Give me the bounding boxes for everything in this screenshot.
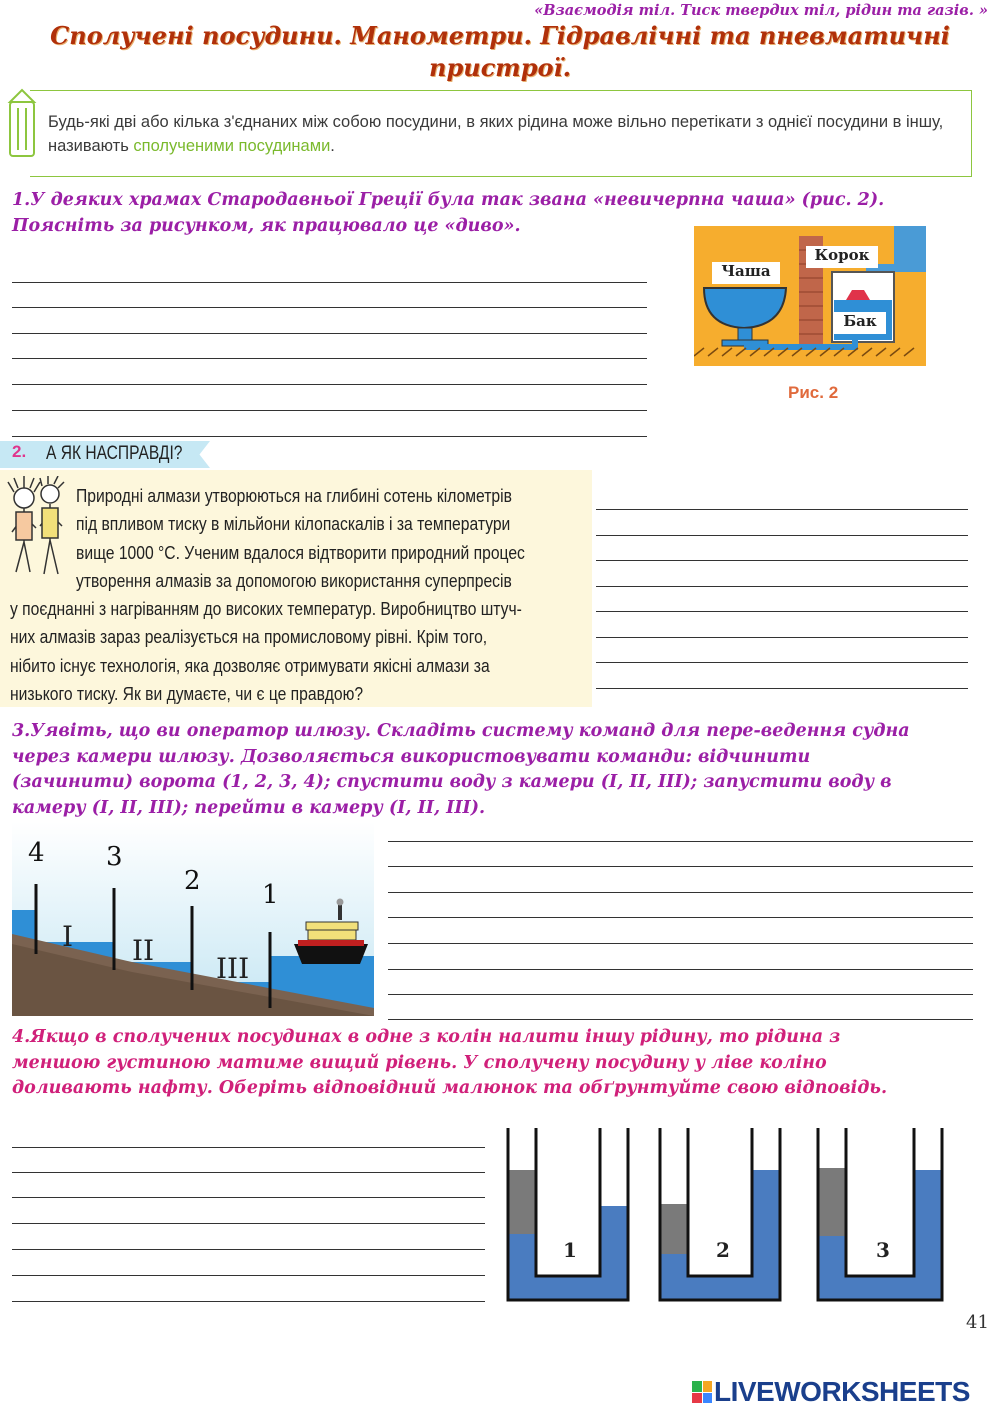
logo-mark: [692, 1381, 712, 1403]
answer-line[interactable]: [388, 1019, 973, 1020]
answer-line[interactable]: [12, 1147, 485, 1148]
definition-text-main: Будь-які дві або кілька з'єднаних між собою посудини, в яких рідина може вільно перетікати з однієї посудини в іншу, називають: [48, 113, 944, 155]
answer-line[interactable]: [388, 969, 973, 970]
answer-line[interactable]: [12, 282, 647, 283]
answer-line[interactable]: [12, 384, 647, 385]
u-tube-label-2: 2: [716, 1238, 730, 1262]
answer-line[interactable]: [388, 943, 973, 944]
task4-question: [12, 1025, 992, 1102]
answer-line[interactable]: [12, 333, 647, 334]
answer-line[interactable]: [596, 662, 968, 663]
page-title: [0, 20, 1000, 84]
task3-line: 3.Уявіть, що ви оператор шлюзу. Складіть систему команд для пере-ведення судна: [12, 721, 910, 741]
brand-name[interactable]: LIVEWORKSHEETS: [714, 1376, 970, 1407]
answer-line[interactable]: [12, 1197, 485, 1198]
answer-line[interactable]: [388, 917, 973, 918]
task2-text-line: низького тиску. Як ви думаєте, чи є це правдою?: [10, 684, 364, 705]
gate-label-3: 3: [106, 842, 123, 872]
definition-highlight: сполученими посудинами: [133, 137, 331, 155]
definition-text-end: .: [330, 137, 335, 155]
task3-line: через камери шлюзу. Дозволяється використовувати команди: відчинити: [12, 746, 811, 767]
chamber-label-1: I: [62, 920, 74, 953]
task3-line: (зачинити) ворота (1, 2, 3, 4); спустити воду з камери (І, ІІ, ІІІ); запустити воду в: [12, 772, 892, 792]
topic-header: «Взаємодія тіл. Тиск твердих тіл, рідин та газів. »: [534, 2, 988, 19]
answer-line[interactable]: [596, 637, 968, 638]
answer-line[interactable]: [388, 866, 973, 867]
task1-line1: 1.У деяких храмах Стародавньої Греції була так звана «невичерпна чаша» (рис. 2).: [12, 190, 885, 210]
canal-lock-figure: [12, 822, 374, 1016]
u-tube-3[interactable]: [818, 1128, 942, 1300]
answer-line[interactable]: [12, 307, 647, 308]
logo-letter: [703, 1393, 713, 1404]
page-title-line2: пристрої.: [429, 53, 571, 82]
page-title-line1: Сполучені посудини. Манометри. Гідравлічні та пневматичні: [50, 21, 950, 50]
answer-line[interactable]: [596, 560, 968, 561]
answer-line[interactable]: [12, 1275, 485, 1276]
gate-label-2: 2: [184, 866, 201, 896]
answer-line[interactable]: [596, 586, 968, 587]
u-tube-2[interactable]: [660, 1128, 780, 1300]
logo-letter: [692, 1393, 702, 1404]
answer-line[interactable]: [12, 1223, 485, 1224]
answer-line[interactable]: [388, 841, 973, 842]
task2-text-line: утворення алмазів за допомогою використання суперпресів: [76, 570, 512, 591]
answer-line[interactable]: [12, 410, 647, 411]
task3-line: камеру (І, ІІ, ІІІ); перейти в камеру (І, ІІ, ІІІ).: [12, 797, 486, 818]
u-tube-1[interactable]: [508, 1128, 628, 1300]
u-tube-label-1: 1: [563, 1238, 577, 1262]
logo-letter: [703, 1381, 713, 1392]
task4-line: меншою густиною матиме вищий рівень. У сполучену посудину у ліве коліно: [12, 1052, 827, 1073]
answer-line[interactable]: [12, 436, 647, 437]
answer-line[interactable]: [596, 509, 968, 510]
gate-label-1: 1: [262, 880, 279, 910]
u-tubes-figure: [500, 1124, 950, 1306]
liveworksheets-logo: [692, 1376, 970, 1408]
u-tube-label-3: 3: [876, 1238, 890, 1262]
page-number: 41: [966, 1312, 989, 1333]
task2-text-line: вище 1000 °С. Ученим вдалося відтворити природний процес: [76, 542, 525, 563]
answer-line[interactable]: [596, 688, 968, 689]
fig2-label-tank: Бак: [843, 312, 877, 330]
task4-line: доливають нафту. Оберіть відповідний малюнок та обґрунтуйте свою відповідь.: [12, 1078, 888, 1098]
task2-text-line: них алмазів зараз реалізується на промисловому рівні. Крім того,: [10, 627, 488, 648]
logo-letter: [692, 1381, 702, 1392]
task2-number: 2.: [12, 442, 27, 461]
gate-label-4: 4: [28, 838, 45, 868]
answer-line[interactable]: [12, 1172, 485, 1173]
task1-line2: Поясніть за рисунком, як працювало це «диво».: [12, 215, 521, 236]
fig2-label-plug: Корок: [814, 246, 870, 264]
task2-banner-text: А ЯК НАСПРАВДІ?: [46, 443, 183, 464]
fig2-label-bowl: Чаша: [721, 262, 771, 280]
chamber-label-2: II: [132, 934, 155, 967]
figure-caption: Рис. 2: [788, 383, 839, 402]
answer-line[interactable]: [596, 535, 968, 536]
pencil-icon: [4, 88, 40, 160]
answer-line[interactable]: [12, 358, 647, 359]
answer-line[interactable]: [12, 1301, 485, 1302]
task2-text: [0, 482, 592, 708]
task2-text-line: під впливом тиску в мільйони кілопаскалів і за температури: [76, 514, 511, 535]
answer-line[interactable]: [388, 892, 973, 893]
task3-question: [12, 719, 992, 821]
task4-line: 4.Якщо в сполучених посудинах в одне з колін налити іншу рідину, то рідина з: [12, 1027, 841, 1047]
answer-line[interactable]: [12, 1249, 485, 1250]
task2-text-line: Природні алмази утворюються на глибині сотень кілометрів: [76, 486, 512, 506]
chamber-label-3: III: [216, 952, 250, 985]
task2-text-line: у поєднанні з нагріванням до високих температур. Виробництво штуч-: [10, 599, 522, 620]
task2-text-line: нібито існує технологія, яка дозволяє отримувати якісні алмази за: [10, 655, 490, 676]
definition-text: [48, 110, 953, 158]
answer-line[interactable]: [388, 994, 973, 995]
answer-line[interactable]: [596, 611, 968, 612]
